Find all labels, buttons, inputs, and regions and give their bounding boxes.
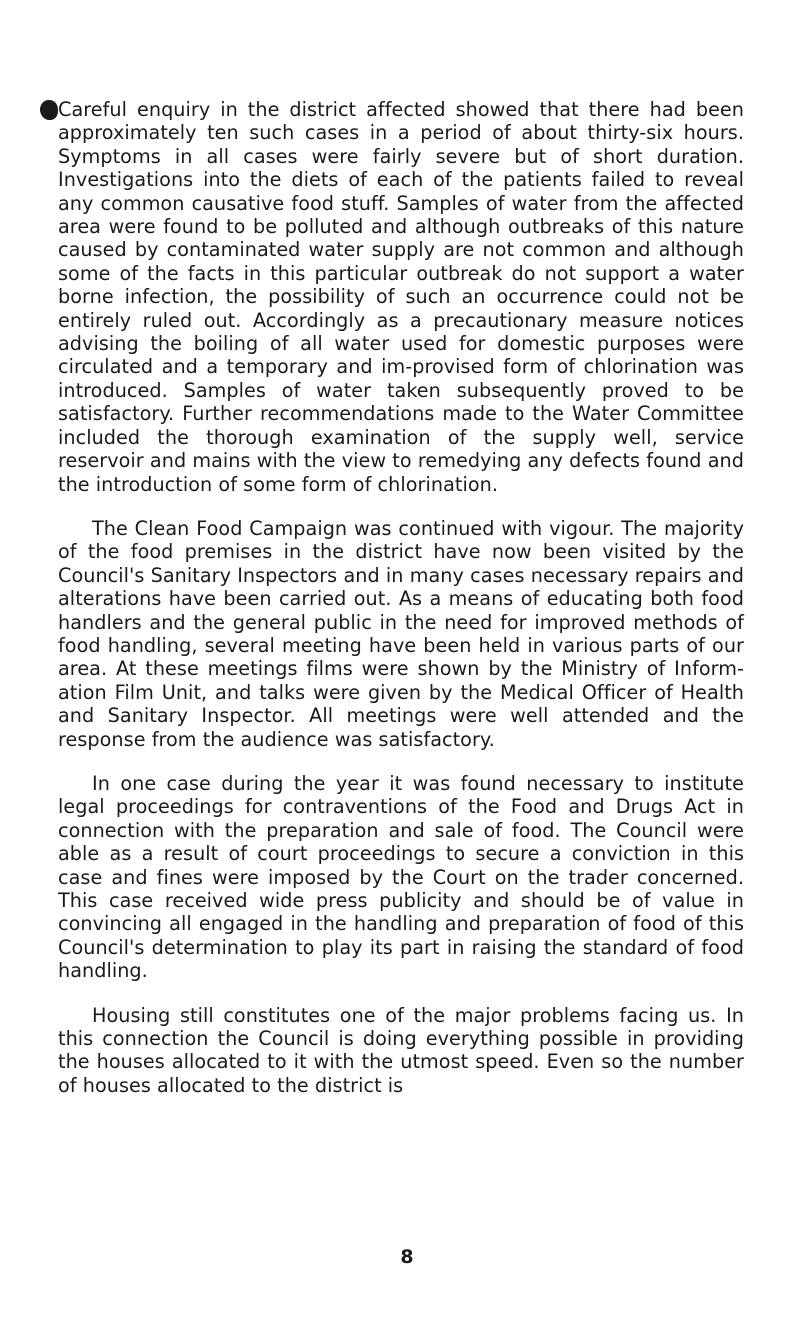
paragraph-legal-proceedings: In one case during the year it was found necessary to institute legal proceedings for contraventions of the Food and Drugs Act in connection with the preparation and sale of food. The Council were able as a result of court proceedings to secure a conviction in this case and fines were imposed by the Court on the trader concerned. This case received wide press publicity and should be of value in convincing all engaged in the handling and preparation of food of this Council's determination to play its part in raising the standard of food handling. xyxy=(58,771,744,983)
paragraph-housing: Housing still constitutes one of the major problems facing us. In this connection the Council is doing everything possible in providing the houses allocated to it with the utmost speed. Even so the number of houses allocated to the district is xyxy=(58,1003,744,1097)
page-number: 8 xyxy=(400,1246,414,1268)
ink-blot xyxy=(40,100,58,120)
paragraph-clean-food-campaign: The Clean Food Campaign was continued with vigour. The majority of the food premises in the district have now been visited by the Council's Sanitary Inspectors and in many cases necessary repairs and alterations have been carried out. As a means of educating both food handlers and the general public in the need for improved methods of food handling, several meeting have been held in various parts of our area. At these meetings films were shown by the Ministry of Inform-ation Film Unit, and talks were given by the Medical Officer of Health and Sanitary Inspector. All meetings were well attended and the response from the audience was satisfactory. xyxy=(58,516,744,751)
paragraph-outbreak-investigation: Careful enquiry in the district affected showed that there had been approximately ten such cases in a period of about thirty-six hours. Symptoms in all cases were fairly severe but of short duration. Investigations into the diets of each of the patients failed to reveal any common causative food stuff. Samples of water from the affected area were found to be polluted and although outbreaks of this nature caused by contaminated water supply are not common and although some of the facts in this particular outbreak do not support a water borne infection, the possibility of such an occurrence could not be entirely ruled out. Accordingly as a precautionary measure notices advising the boiling of all water used for domestic purposes were circulated and a temporary and im-provised form of chlorination was introduced. Samples of water taken subsequently proved to be satisfactory. Further recommendations made to the Water Committee included the thorough examination of the supply well, service reservoir and mains with the view to remedying any defects found and the introduction of some form of chlorination. xyxy=(58,98,744,496)
document-body xyxy=(58,98,744,1097)
